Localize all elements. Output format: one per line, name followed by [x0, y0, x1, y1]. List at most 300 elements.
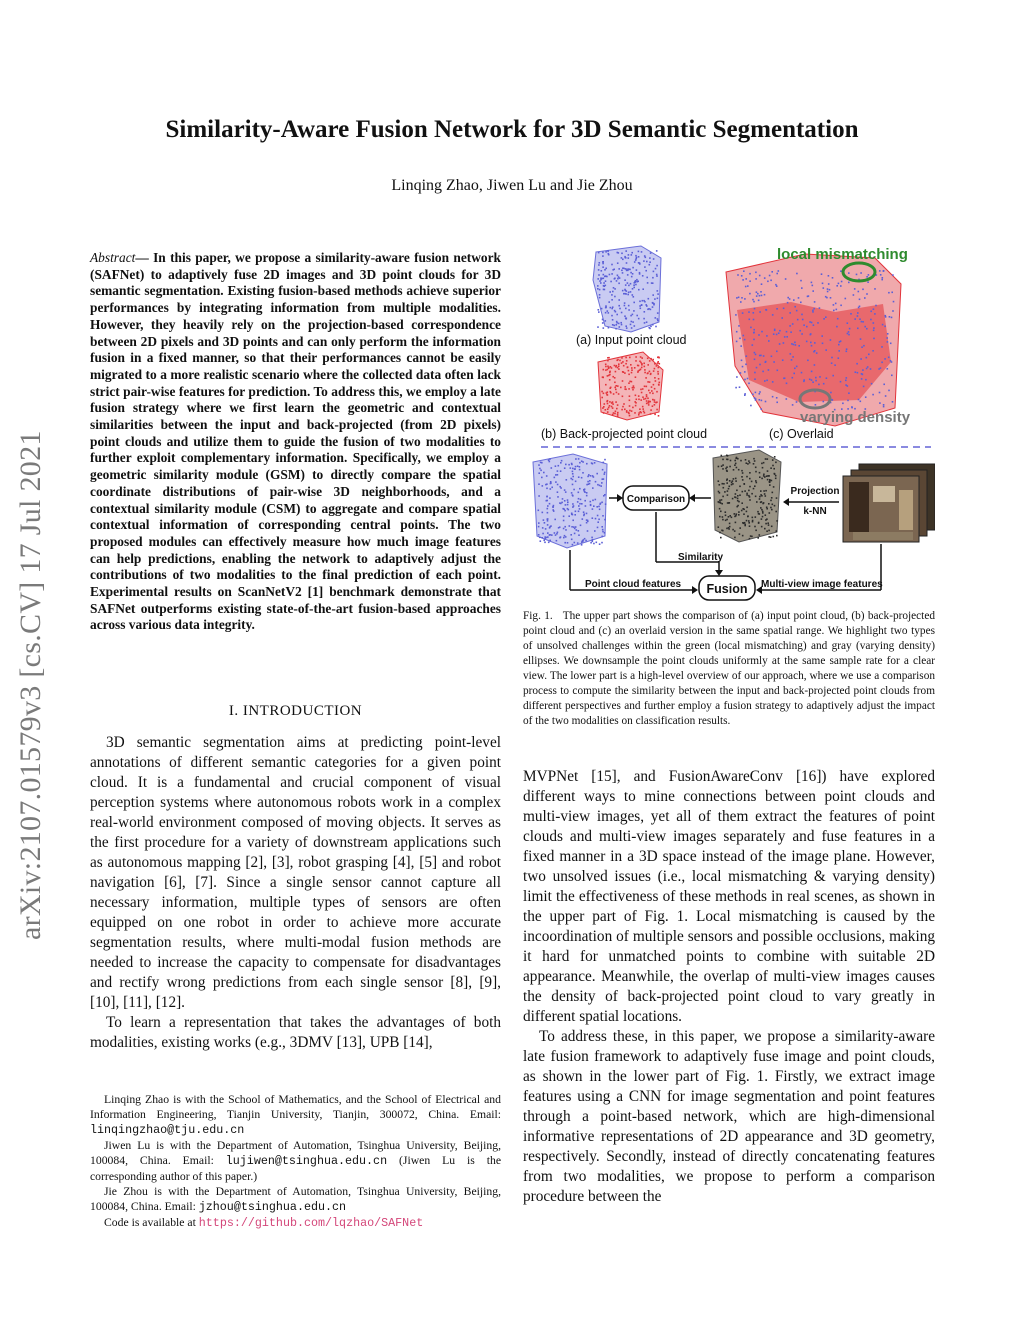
point-cloud-dot [622, 380, 624, 382]
point-cloud-dot [658, 367, 660, 369]
point-cloud-dot [793, 344, 795, 346]
point-cloud-dot [735, 387, 737, 389]
point-cloud-dot [621, 357, 623, 359]
point-cloud-dot [620, 322, 622, 324]
point-cloud-dot [657, 371, 659, 373]
point-cloud-dot [752, 520, 754, 522]
point-cloud-dot [618, 365, 620, 367]
email-zhao[interactable]: linqingzhao@tju.edu.cn [90, 1123, 245, 1137]
point-cloud-dot [578, 498, 580, 500]
point-cloud-dot [836, 326, 838, 328]
point-cloud-dot [726, 459, 728, 461]
point-cloud-dot [640, 389, 642, 391]
point-cloud-dot [624, 372, 626, 374]
point-cloud-dot [618, 323, 620, 325]
point-cloud-dot [586, 495, 588, 497]
point-cloud-dot [608, 312, 610, 314]
point-cloud-dot [756, 367, 758, 369]
point-cloud-dot [854, 318, 856, 320]
point-cloud-dot [750, 327, 752, 329]
point-cloud-dot [609, 291, 611, 293]
point-cloud-dot [745, 278, 747, 280]
point-cloud-dot [602, 263, 604, 265]
point-cloud-dot [735, 458, 737, 460]
point-cloud-dot [650, 358, 652, 360]
point-cloud-dot [564, 510, 566, 512]
point-cloud-dot [635, 258, 637, 260]
point-cloud-dot [605, 280, 607, 282]
point-cloud-dot [720, 537, 722, 539]
point-cloud-dot [570, 478, 572, 480]
point-cloud-dot [642, 275, 644, 277]
point-cloud-dot [783, 308, 785, 310]
point-cloud-dot [738, 297, 740, 299]
point-cloud-dot [864, 297, 866, 299]
point-cloud-dot [593, 505, 595, 507]
point-cloud-dot [757, 293, 759, 295]
point-cloud-dot [774, 330, 776, 332]
point-cloud-dot [652, 302, 654, 304]
point-cloud-dot [822, 283, 824, 285]
point-cloud-dot [598, 264, 600, 266]
point-cloud-dot [749, 525, 751, 527]
point-cloud-dot [644, 412, 646, 414]
point-cloud-dot [576, 529, 578, 531]
point-cloud-dot [647, 282, 649, 284]
point-cloud-dot [598, 519, 600, 521]
point-cloud-dot [762, 512, 764, 514]
point-cloud-dot [610, 392, 612, 394]
point-cloud-dot [652, 294, 654, 296]
point-cloud-dot [837, 318, 839, 320]
point-cloud-dot [860, 272, 862, 274]
point-cloud-dot [558, 527, 560, 529]
point-cloud-dot [884, 358, 886, 360]
point-cloud-dot [649, 392, 651, 394]
point-cloud-dot [564, 542, 566, 544]
point-cloud-dot [645, 257, 647, 259]
point-cloud-dot [776, 402, 778, 404]
point-cloud-dot [768, 524, 770, 526]
point-cloud-dot [605, 503, 607, 505]
point-cloud-dot [601, 526, 603, 528]
point-cloud-dot [624, 315, 626, 317]
point-cloud-dot [626, 360, 628, 362]
point-cloud-dot [652, 306, 654, 308]
point-cloud-dot [636, 399, 638, 401]
point-cloud-dot [721, 499, 723, 501]
point-cloud-dot [600, 279, 602, 281]
point-cloud-dot [614, 296, 616, 298]
point-cloud-dot [873, 330, 875, 332]
point-cloud-dot [579, 466, 581, 468]
point-cloud-dot [617, 414, 619, 416]
point-cloud-dot [595, 518, 597, 520]
point-cloud-dot [831, 362, 833, 364]
point-cloud-dot [625, 357, 627, 359]
point-cloud-dot [760, 408, 762, 410]
point-cloud-dot [873, 327, 875, 329]
point-cloud-dot [655, 326, 657, 328]
point-cloud-dot [847, 385, 849, 387]
point-cloud-dot [567, 501, 569, 503]
point-cloud-dot [600, 485, 602, 487]
point-cloud-dot [547, 512, 549, 514]
point-cloud-dot [594, 530, 596, 532]
point-cloud-dot [601, 482, 603, 484]
point-cloud-dot [890, 360, 892, 362]
point-cloud-dot [542, 527, 544, 529]
footnotes [90, 1092, 501, 1231]
point-cloud-dot [823, 401, 825, 403]
point-cloud-dot [764, 294, 766, 296]
point-cloud-dot [586, 492, 588, 494]
point-cloud-dot [547, 536, 549, 538]
point-cloud-dot [578, 511, 580, 513]
point-cloud-dot [631, 276, 633, 278]
point-cloud-dot [766, 507, 768, 509]
point-cloud-dot [765, 458, 767, 460]
point-cloud-dot [585, 540, 587, 542]
point-cloud-dot [746, 511, 748, 513]
point-cloud-dot [836, 285, 838, 287]
point-cloud-dot [603, 327, 605, 329]
point-cloud-dot [611, 294, 613, 296]
point-cloud-dot [592, 487, 594, 489]
point-cloud-dot [598, 269, 600, 271]
point-cloud-dot [643, 411, 645, 413]
point-cloud-dot [770, 467, 772, 469]
point-cloud-dot [870, 319, 872, 321]
point-cloud-dot [616, 365, 618, 367]
point-cloud-dot [623, 293, 625, 295]
point-cloud-dot [755, 516, 757, 518]
point-cloud-dot [775, 284, 777, 286]
point-cloud-dot [547, 532, 549, 534]
point-cloud-dot [738, 511, 740, 513]
point-cloud-dot [770, 507, 772, 509]
point-cloud-dot [786, 331, 788, 333]
point-cloud-dot [581, 460, 583, 462]
point-cloud-dot [630, 324, 632, 326]
point-cloud-dot [754, 526, 756, 528]
point-cloud-dot [618, 299, 620, 301]
point-cloud-dot [835, 303, 837, 305]
point-cloud-dot [644, 386, 646, 388]
point-cloud-dot [624, 289, 626, 291]
point-cloud-dot [760, 291, 762, 293]
point-cloud-dot [639, 361, 641, 363]
point-cloud-dot [641, 392, 643, 394]
point-cloud-dot [723, 483, 725, 485]
point-cloud-dot [645, 270, 647, 272]
point-cloud-dot [551, 487, 553, 489]
point-cloud-dot [568, 509, 570, 511]
point-cloud-dot [774, 456, 776, 458]
point-cloud-dot [627, 367, 629, 369]
point-cloud-dot [612, 306, 614, 308]
point-cloud-dot [726, 482, 728, 484]
point-cloud-dot [754, 372, 756, 374]
point-cloud-dot [864, 326, 866, 328]
paper-authors: Linqing Zhao, Jiwen Lu and Jie Zhou [391, 177, 633, 194]
point-cloud-dot [772, 459, 774, 461]
point-cloud-dot [595, 481, 597, 483]
point-cloud-dot [731, 482, 733, 484]
point-cloud-dot [887, 333, 889, 335]
point-cloud-dot [644, 266, 646, 268]
point-cloud-dot [566, 479, 568, 481]
point-cloud-dot [853, 294, 855, 296]
point-cloud-dot [557, 484, 559, 486]
point-cloud-dot [627, 282, 629, 284]
point-cloud-dot [611, 299, 613, 301]
point-cloud-dot [609, 401, 611, 403]
point-cloud-dot [764, 476, 766, 478]
point-cloud-dot [759, 534, 761, 536]
point-cloud-dot [628, 370, 630, 372]
point-cloud-dot [785, 278, 787, 280]
point-cloud-dot [615, 371, 617, 373]
point-cloud-dot [604, 269, 606, 271]
point-cloud-dot [587, 530, 589, 532]
point-cloud-dot [649, 261, 651, 263]
point-cloud-dot [632, 288, 634, 290]
point-cloud-dot [565, 504, 567, 506]
point-cloud-dot [646, 394, 648, 396]
point-cloud-dot [783, 378, 785, 380]
point-cloud-dot [644, 366, 646, 368]
point-cloud-dot [840, 285, 842, 287]
point-cloud-dot [770, 500, 772, 502]
footnote-zhao: Linqing Zhao is with the School of Mathematics, and the School of Electrical and Information Engineering, Tianjin University, Tianjin, 300072, China. Email: linqingzhao@tju.edu.cn [90, 1093, 501, 1137]
point-cloud-dot [655, 402, 657, 404]
point-cloud-dot [776, 497, 778, 499]
point-cloud-dot [646, 403, 648, 405]
point-cloud-dot [646, 400, 648, 402]
point-cloud-dot [581, 503, 583, 505]
point-cloud-dot [736, 467, 738, 469]
point-cloud-dot [555, 474, 557, 476]
point-cloud-dot [888, 390, 890, 392]
point-cloud-dot [807, 360, 809, 362]
point-cloud-dot [609, 374, 611, 376]
point-cloud-dot [797, 319, 799, 321]
point-cloud-dot [543, 472, 545, 474]
point-cloud-dot [648, 327, 650, 329]
point-cloud-dot [633, 302, 635, 304]
point-cloud-dot [759, 311, 761, 313]
point-cloud-dot [547, 520, 549, 522]
abstract-text: — In this paper, we propose a similarity-aware fusion network (SAFNet) to adaptively fuse 2D images and 3D point clouds for 3D semantic segmentation. Existing fusion-based methods achieve superior performances by integrating information from multiple modalities. However, they heavily rely on the projection-based correspondence between 2D pixels and 3D points and can only perform the information fusion in a fixed manner, so that their performances cannot be easily migrated to a more realistic scenario where the collected data often lack strict pair-wise features for prediction. To address this, we employ a late fusion strategy where we first learn the geometric and contextual similarities between the input and back-projected (from 2D pixels) point clouds and utilize them to guide the fusion of two modalities to further exploit complementary information. Specifically, we employ a geometric similarity module (GSM) to directly compare the spatial coordinate distributions of pair-wise 3D neighborhoods, and a contextual similarity module (CSM) to aggregate and compare spatial contextual information of corresponding central points. The two proposed modules can effectively measure how much image features can help predictions, enabling the network to adaptively adjust the contributions of two modalities to the final prediction of each point. Experimental results on ScanNetV2 [1] benchmark demonstrate that SAFNet outperforms existing state-of-the-art fusion-based approaches across various data integrity. [90, 250, 501, 633]
point-cloud-dot [575, 511, 577, 513]
point-cloud-dot [737, 274, 739, 276]
point-cloud-dot [786, 383, 788, 385]
point-cloud-dot [546, 500, 548, 502]
point-cloud-dot [655, 317, 657, 319]
point-cloud-dot [755, 272, 757, 274]
point-cloud-dot [753, 329, 755, 331]
point-cloud-dot [624, 409, 626, 411]
point-cloud-dot [746, 493, 748, 495]
point-cloud-dot [723, 487, 725, 489]
point-cloud-dot [612, 376, 614, 378]
point-cloud-dot [599, 503, 601, 505]
figure-1 [523, 240, 935, 605]
point-cloud-dot [769, 479, 771, 481]
point-cloud-dot [631, 321, 633, 323]
point-cloud-dot [617, 262, 619, 264]
point-cloud-dot [586, 463, 588, 465]
point-cloud-dot [751, 481, 753, 483]
point-cloud-dot [612, 407, 614, 409]
point-cloud-dot [755, 467, 757, 469]
point-cloud-dot [627, 294, 629, 296]
point-cloud-dot [622, 290, 624, 292]
point-cloud-dot [612, 269, 614, 271]
point-cloud-dot [775, 462, 777, 464]
point-cloud-dot [538, 495, 540, 497]
point-cloud-dot [652, 277, 654, 279]
point-cloud-dot [628, 257, 630, 259]
multi-view-images [843, 464, 935, 542]
point-cloud-dot [756, 291, 758, 293]
point-cloud-dot [597, 527, 599, 529]
point-cloud-dot [719, 532, 721, 534]
point-cloud-dot [771, 526, 773, 528]
point-cloud-dot [846, 348, 848, 350]
point-cloud-dot [654, 414, 656, 416]
point-cloud-dot [860, 401, 862, 403]
label-fusion: Fusion [706, 582, 748, 596]
point-cloud-dot [750, 405, 752, 407]
point-cloud-dot [629, 381, 631, 383]
point-cloud-dot [658, 415, 660, 417]
point-cloud-dot [555, 465, 557, 467]
point-cloud-dot [657, 318, 659, 320]
point-cloud-dot [612, 291, 614, 293]
point-cloud-dot [755, 354, 757, 356]
point-cloud-dot [721, 465, 723, 467]
point-cloud-dot [807, 296, 809, 298]
point-cloud-dot [643, 398, 645, 400]
label-knn: k-NN [803, 506, 827, 517]
point-cloud-dot [574, 528, 576, 530]
point-cloud-dot [763, 490, 765, 492]
point-cloud-dot [541, 462, 543, 464]
email-zhou[interactable]: jzhou@tsinghua.edu.cn [198, 1200, 347, 1214]
point-cloud-dot [589, 480, 591, 482]
point-cloud-dot [741, 275, 743, 277]
code-link[interactable]: https://github.com/lqzhao/SAFNet [198, 1216, 424, 1230]
point-cloud-dot [748, 522, 750, 524]
point-cloud-dot [873, 338, 875, 340]
point-cloud-dot [744, 394, 746, 396]
point-cloud-dot [622, 361, 624, 363]
point-cloud-dot [762, 371, 764, 373]
point-cloud-dot [657, 320, 659, 322]
point-cloud-dot [632, 387, 634, 389]
label-projection: Projection [790, 486, 840, 497]
point-cloud-dot [891, 292, 893, 294]
point-cloud-dot [629, 357, 631, 359]
paper-title: Similarity-Aware Fusion Network for 3D Semantic Segmentation [165, 116, 859, 143]
point-cloud-dot [596, 473, 598, 475]
point-cloud-dot [581, 544, 583, 546]
point-cloud-dot [640, 399, 642, 401]
point-cloud-dot [742, 508, 744, 510]
point-cloud-dot [859, 299, 861, 301]
point-cloud-dot [787, 297, 789, 299]
point-cloud-dot [840, 340, 842, 342]
point-cloud-dot [572, 484, 574, 486]
point-cloud-dot [556, 533, 558, 535]
right-column-text [523, 767, 935, 1207]
point-cloud-dot [578, 458, 580, 460]
point-cloud-dot [812, 285, 814, 287]
point-cloud-dot [773, 486, 775, 488]
point-cloud-dot [764, 380, 766, 382]
point-cloud-dot [888, 292, 890, 294]
point-cloud-dot [845, 380, 847, 382]
point-cloud-dot [598, 506, 600, 508]
point-cloud-dot [638, 399, 640, 401]
point-cloud-dot [645, 304, 647, 306]
point-cloud-dot [752, 344, 754, 346]
point-cloud-dot [859, 318, 861, 320]
point-cloud-dot [554, 519, 556, 521]
point-cloud-dot [607, 408, 609, 410]
point-cloud-dot [739, 338, 741, 340]
point-cloud-dot [606, 401, 608, 403]
point-cloud-dot [754, 378, 756, 380]
point-cloud-dot [620, 387, 622, 389]
point-cloud-dot [545, 484, 547, 486]
point-cloud-dot [749, 280, 751, 282]
point-cloud-dot [564, 489, 566, 491]
point-cloud-dot [858, 307, 860, 309]
point-cloud-dot [821, 273, 823, 275]
point-cloud-dot [799, 330, 801, 332]
point-cloud-dot [622, 259, 624, 261]
point-cloud-dot [722, 459, 724, 461]
point-cloud-dot [574, 533, 576, 535]
point-cloud-dot [621, 324, 623, 326]
point-cloud-dot [753, 332, 755, 334]
point-cloud-dot [572, 503, 574, 505]
point-cloud-dot [768, 475, 770, 477]
point-cloud-dot [597, 326, 599, 328]
point-cloud-dot [773, 468, 775, 470]
point-cloud-dot [628, 374, 630, 376]
point-cloud-dot [753, 339, 755, 341]
point-cloud-dot [718, 491, 720, 493]
point-cloud-dot [718, 502, 720, 504]
email-lu[interactable]: lujiwen@tsinghua.edu.cn [225, 1154, 388, 1168]
point-cloud-dot [609, 405, 611, 407]
point-cloud-dot [812, 381, 814, 383]
point-cloud-dot [617, 359, 619, 361]
point-cloud-dot [760, 507, 762, 509]
point-cloud-dot [809, 321, 811, 323]
point-cloud-dot [593, 543, 595, 545]
point-cloud-dot [575, 458, 577, 460]
point-cloud-dot [623, 365, 625, 367]
point-cloud-dot [718, 466, 720, 468]
point-cloud-dot [610, 307, 612, 309]
point-cloud-dot [776, 520, 778, 522]
point-cloud-dot [657, 293, 659, 295]
